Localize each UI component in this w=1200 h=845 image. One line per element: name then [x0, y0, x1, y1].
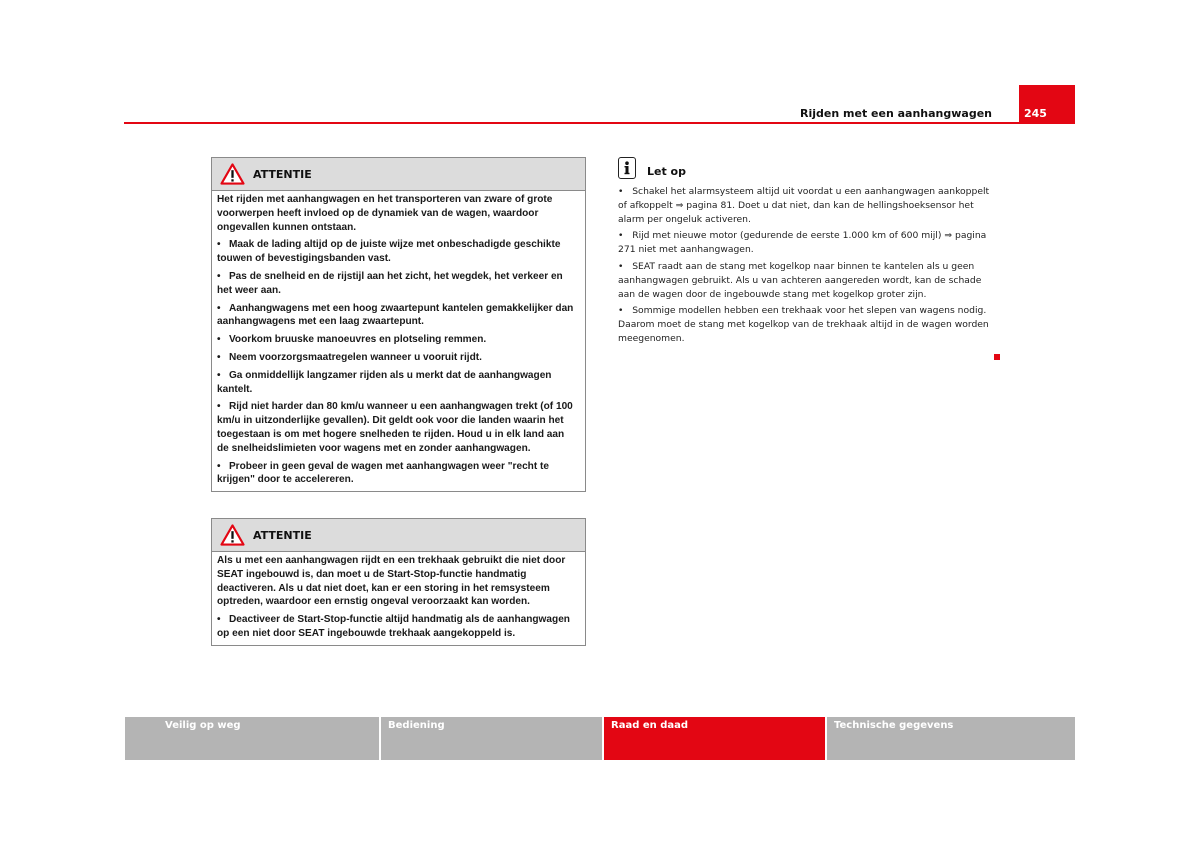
warning-intro: Als u met een aanhangwagen rijdt en een trekhaak gebruikt die niet door SEAT ingebouwd is, dan moet u de Start-Stop-functie handmatig deactiveren. Als u dat niet doet, kan er een storing in het remsysteem optreden, waardoor een ernstig ongeval veroorzaakt kan worden.	[217, 555, 566, 608]
section-title: Rijden met een aanhangwagen	[800, 107, 992, 120]
warning-triangle-icon	[220, 524, 245, 546]
warning-box-2	[211, 518, 586, 646]
info-icon	[618, 157, 636, 179]
footer-tab-raad-en-daad[interactable]: Raad en daad	[604, 717, 825, 760]
warning-bullet: • Deactiveer de Start-Stop-functie altijd handmatig als de aanhangwagen op een niet door SEAT ingebouwde trekhaak aangekoppeld is.	[217, 613, 578, 641]
note-bullet: • Schakel het alarmsysteem altijd uit voordat u een aanhangwagen aankoppelt of afkoppelt ⇒ pagina 81. Doet u dat niet, dan kan de hellingshoeksensor het alarm per ongeluk activeren.	[618, 185, 993, 226]
warning-bullet: • Voorkom bruuske manoeuvres en plotseling remmen.	[217, 333, 578, 347]
warning-bullet: • Ga onmiddellijk langzamer rijden als u merkt dat de aanhangwagen kantelt.	[217, 369, 578, 397]
note-bullet: • Rijd met nieuwe motor (gedurende de eerste 1.000 km of 600 mijl) ⇒ pagina 271 niet met aanhangwagen.	[618, 229, 993, 257]
warning-title: ATTENTIE	[253, 528, 312, 542]
header-rule	[124, 122, 1019, 124]
warning-header	[212, 519, 585, 552]
page-number: 245	[1019, 85, 1075, 124]
warning-box-1	[211, 157, 586, 492]
note-body	[618, 185, 993, 346]
warning-title: ATTENTIE	[253, 167, 312, 181]
note-section	[618, 156, 993, 349]
note-bullet: • SEAT raadt aan de stang met kogelkop naar binnen te kantelen als u geen aanhangwagen gebruikt. Als u van achteren aangereden wordt, kan de schade aan de wagen door de ingebouwde stang met kogelkop groter zijn.	[618, 260, 993, 301]
note-bullet: • Sommige modellen hebben een trekhaak voor het slepen van wagens nodig. Daarom moet de stang met kogelkop van de trekhaak altijd in de wagen worden meegenomen.	[618, 304, 993, 345]
warning-bullet: • Probeer in geen geval de wagen met aanhangwagen weer "recht te krijgen" door te accelereren.	[217, 460, 578, 488]
end-of-section-marker	[994, 354, 1000, 360]
warning-intro: Het rijden met aanhangwagen en het transporteren van zware of grote voorwerpen heeft invloed op de dynamiek van de wagen, waardoor ongevallen kunnen ontstaan.	[217, 194, 553, 233]
warning-bullet: • Aanhangwagens met een hoog zwaartepunt kantelen gemakkelijker dan aanhangwagens met een laag zwaartepunt.	[217, 302, 578, 330]
warning-triangle-icon	[220, 163, 245, 185]
footer-tab-technische-gegevens[interactable]: Technische gegevens	[827, 717, 1075, 760]
warning-bullet: • Neem voorzorgsmaatregelen wanneer u vooruit rijdt.	[217, 351, 578, 365]
note-header	[618, 156, 993, 180]
warning-bullet: • Maak de lading altijd op de juiste wijze met onbeschadigde geschikte touwen of bevestigingsbanden vast.	[217, 238, 578, 266]
warning-body	[212, 552, 585, 645]
warning-body	[212, 191, 585, 491]
warning-header	[212, 158, 585, 191]
footer-tab-veilig-op-weg[interactable]: Veilig op weg	[125, 717, 379, 760]
warning-bullet: • Rijd niet harder dan 80 km/u wanneer u een aanhangwagen trekt (of 100 km/u in uitzonderlijke gevallen). Dit geldt ook voor die landen waarin het toegestaan is om met hogere snelheden te rijden. Houd u in elk land aan de snelheidslimieten voor wagens met en zonder aanhangwagen.	[217, 400, 578, 455]
note-title: Let op	[647, 164, 686, 178]
warning-bullet: • Pas de snelheid en de rijstijl aan het zicht, het wegdek, het verkeer en het weer aan.	[217, 270, 578, 298]
footer-tab-bediening[interactable]: Bediening	[381, 717, 602, 760]
